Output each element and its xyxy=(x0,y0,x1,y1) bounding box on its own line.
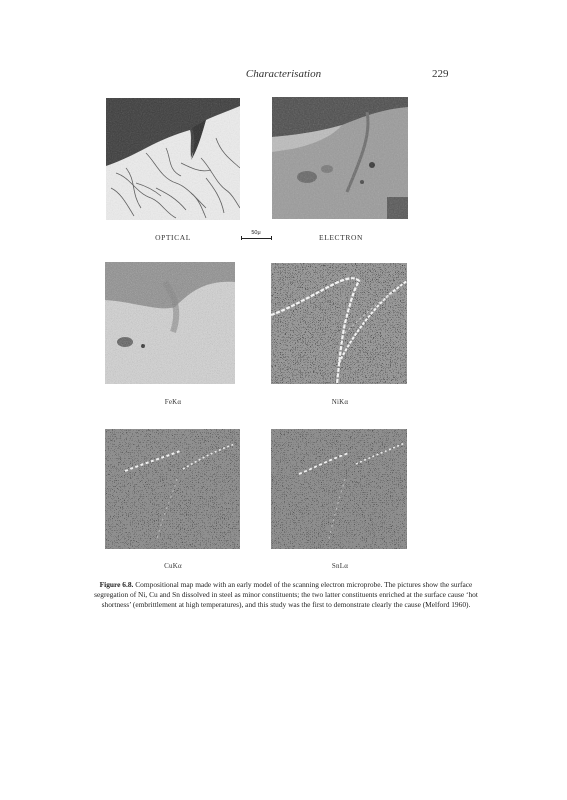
scale-bar-line xyxy=(241,238,271,239)
optical-micrograph xyxy=(106,98,240,220)
page-number: 229 xyxy=(432,68,449,80)
ni-ka-label: NiKα xyxy=(331,398,349,406)
figure-caption-text: Compositional map made with an early model of the scanning electron microprobe. The pictures show the surface segregation of Ni, Cu and Sn dissolved in steel as minor constituents; the two latter constituents enriched at the surface cause ‘hot shortness’ (embrittlement at high temperatures), and this study was the first to demonstrate clearly the cause (Melford 1960). xyxy=(94,580,478,610)
figure-caption xyxy=(90,580,482,611)
scale-bar xyxy=(238,230,274,244)
electron-label: ELECTRON xyxy=(319,233,363,242)
figure-label: Figure 6.8. xyxy=(99,580,134,589)
scale-bar-tick-left xyxy=(241,236,242,240)
optical-label: OPTICAL xyxy=(155,233,191,242)
sn-la-map xyxy=(271,429,407,549)
cu-ka-label: CuKα xyxy=(164,562,182,570)
scale-bar-label: 50μ xyxy=(251,230,261,236)
fe-ka-label: FeKα xyxy=(164,398,182,406)
ni-ka-map xyxy=(271,263,407,384)
scale-bar-tick-right xyxy=(271,236,272,240)
electron-image xyxy=(272,97,408,219)
cu-ka-map xyxy=(105,429,240,549)
running-title: Characterisation xyxy=(245,68,322,80)
fe-ka-map xyxy=(105,262,235,384)
sn-la-label: SnLα xyxy=(331,562,349,570)
